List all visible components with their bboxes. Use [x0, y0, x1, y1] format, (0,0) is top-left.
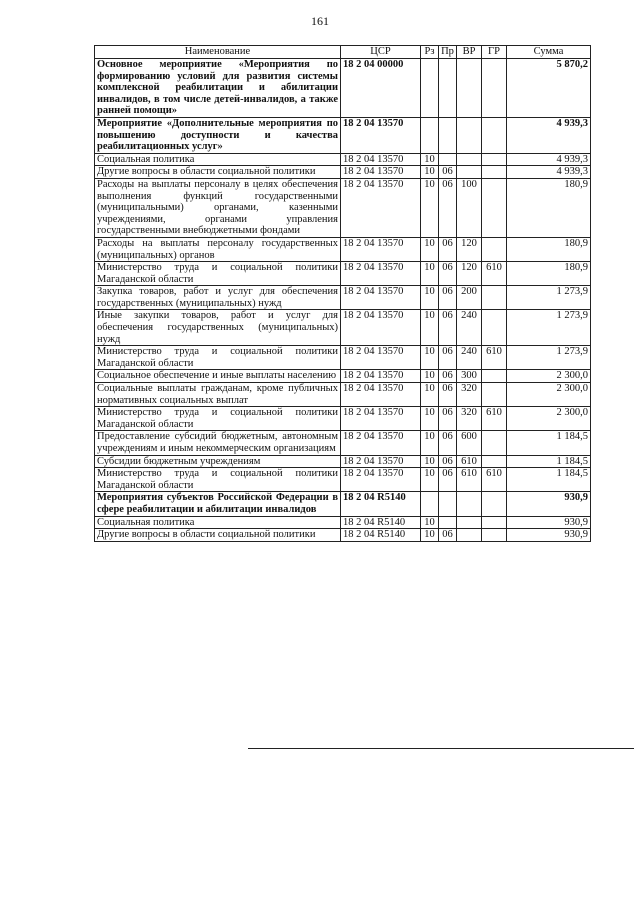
cell-gr — [482, 117, 507, 153]
cell-name: Социальная политика — [95, 153, 341, 166]
cell-name: Другие вопросы в области социальной политики — [95, 529, 341, 542]
cell-sum: 4 939,3 — [507, 153, 591, 166]
table-row — [95, 529, 591, 542]
header-csr: ЦСР — [341, 46, 421, 59]
cell-gr — [482, 153, 507, 166]
table-row — [95, 516, 591, 529]
cell-sum: 180,9 — [507, 178, 591, 237]
cell-rz: 10 — [421, 286, 439, 310]
page-number: 161 — [311, 14, 329, 28]
cell-vr: 120 — [457, 262, 482, 286]
cell-gr — [482, 383, 507, 407]
cell-name: Мероприятия субъектов Российской Федерации в сфере реабилитации и абилитации инвалидов — [95, 492, 341, 516]
cell-sum: 1 273,9 — [507, 346, 591, 370]
cell-name: Министерство труда и социальной политики Магаданской области — [95, 407, 341, 431]
table-row — [95, 117, 591, 153]
cell-name: Социальное обеспечение и иные выплаты населению — [95, 370, 341, 383]
cell-vr — [457, 492, 482, 516]
table-row — [95, 262, 591, 286]
cell-pr — [439, 59, 457, 118]
cell-rz: 10 — [421, 310, 439, 346]
cell-gr — [482, 431, 507, 455]
cell-vr — [457, 166, 482, 179]
cell-gr — [482, 178, 507, 237]
cell-name: Расходы на выплаты персоналу в целях обеспечения выполнения функций государственными (муниципальными) органами, казенными учреждениями, органами управления государственными внебюджетными фондами — [95, 178, 341, 237]
cell-vr: 240 — [457, 310, 482, 346]
cell-name: Иные закупки товаров, работ и услуг для обеспечения государственных (муниципальных) нужд — [95, 310, 341, 346]
cell-gr — [482, 516, 507, 529]
cell-sum: 4 939,3 — [507, 166, 591, 179]
cell-rz: 10 — [421, 407, 439, 431]
cell-rz: 10 — [421, 455, 439, 468]
cell-vr: 610 — [457, 468, 482, 492]
cell-rz: 10 — [421, 178, 439, 237]
cell-pr: 06 — [439, 237, 457, 261]
cell-pr: 06 — [439, 286, 457, 310]
cell-csr: 18 2 04 R5140 — [341, 516, 421, 529]
cell-sum: 4 939,3 — [507, 117, 591, 153]
table-row — [95, 455, 591, 468]
cell-csr: 18 2 04 13570 — [341, 407, 421, 431]
cell-sum: 2 300,0 — [507, 370, 591, 383]
cell-pr — [439, 516, 457, 529]
cell-csr: 18 2 04 13570 — [341, 166, 421, 179]
cell-pr: 06 — [439, 178, 457, 237]
cell-sum: 180,9 — [507, 262, 591, 286]
table-header-row — [95, 46, 591, 59]
cell-gr — [482, 59, 507, 118]
cell-pr: 06 — [439, 407, 457, 431]
table-row — [95, 431, 591, 455]
table-row — [95, 178, 591, 237]
cell-name: Основное мероприятие «Мероприятия по формированию условий для развития системы комплексной реабилитации и абилитации инвалидов, в том числе детей-инвалидов, а также ранней помощи» — [95, 59, 341, 118]
cell-vr: 100 — [457, 178, 482, 237]
header-rz: Рз — [421, 46, 439, 59]
table-row — [95, 370, 591, 383]
table-row — [95, 237, 591, 261]
cell-gr: 610 — [482, 468, 507, 492]
cell-rz — [421, 492, 439, 516]
cell-name: Расходы на выплаты персоналу государственных (муниципальных) органов — [95, 237, 341, 261]
cell-pr: 06 — [439, 468, 457, 492]
cell-gr — [482, 492, 507, 516]
cell-pr: 06 — [439, 166, 457, 179]
cell-csr: 18 2 04 13570 — [341, 468, 421, 492]
cell-vr: 610 — [457, 455, 482, 468]
cell-rz: 10 — [421, 166, 439, 179]
cell-csr: 18 2 04 13570 — [341, 178, 421, 237]
cell-pr: 06 — [439, 431, 457, 455]
table-row — [95, 59, 591, 118]
cell-vr — [457, 516, 482, 529]
cell-vr: 200 — [457, 286, 482, 310]
budget-table — [94, 45, 591, 542]
cell-name: Социальные выплаты гражданам, кроме публичных нормативных социальных выплат — [95, 383, 341, 407]
cell-csr: 18 2 04 13570 — [341, 310, 421, 346]
table-row — [95, 166, 591, 179]
cell-rz: 10 — [421, 262, 439, 286]
cell-rz: 10 — [421, 516, 439, 529]
cell-csr: 18 2 04 13570 — [341, 370, 421, 383]
cell-sum: 930,9 — [507, 492, 591, 516]
header-vr: ВР — [457, 46, 482, 59]
header-gr: ГР — [482, 46, 507, 59]
cell-sum: 180,9 — [507, 237, 591, 261]
cell-rz: 10 — [421, 346, 439, 370]
cell-pr: 06 — [439, 310, 457, 346]
cell-sum: 2 300,0 — [507, 407, 591, 431]
cell-csr: 18 2 04 13570 — [341, 237, 421, 261]
cell-rz: 10 — [421, 153, 439, 166]
cell-pr: 06 — [439, 455, 457, 468]
header-sum: Сумма — [507, 46, 591, 59]
cell-name: Предоставление субсидий бюджетным, автономным учреждениям и иным некоммерческим организациям — [95, 431, 341, 455]
cell-pr: 06 — [439, 262, 457, 286]
cell-name: Субсидии бюджетным учреждениям — [95, 455, 341, 468]
cell-sum: 930,9 — [507, 529, 591, 542]
cell-vr: 240 — [457, 346, 482, 370]
cell-name: Министерство труда и социальной политики Магаданской области — [95, 262, 341, 286]
cell-vr: 320 — [457, 383, 482, 407]
cell-vr — [457, 59, 482, 118]
footer-divider — [248, 748, 634, 749]
cell-rz: 10 — [421, 431, 439, 455]
cell-csr: 18 2 04 13570 — [341, 262, 421, 286]
cell-rz: 10 — [421, 529, 439, 542]
cell-name: Социальная политика — [95, 516, 341, 529]
cell-pr — [439, 153, 457, 166]
table-row — [95, 492, 591, 516]
cell-rz: 10 — [421, 237, 439, 261]
cell-pr: 06 — [439, 370, 457, 383]
cell-name: Закупка товаров, работ и услуг для обеспечения государственных (муниципальных) нужд — [95, 286, 341, 310]
cell-csr: 18 2 04 R5140 — [341, 529, 421, 542]
cell-csr: 18 2 04 13570 — [341, 346, 421, 370]
cell-sum: 930,9 — [507, 516, 591, 529]
cell-pr: 06 — [439, 346, 457, 370]
table-row — [95, 346, 591, 370]
cell-vr: 320 — [457, 407, 482, 431]
cell-vr: 300 — [457, 370, 482, 383]
table-row — [95, 407, 591, 431]
cell-pr — [439, 492, 457, 516]
cell-name: Другие вопросы в области социальной политики — [95, 166, 341, 179]
cell-name: Мероприятие «Дополнительные мероприятия по повышению доступности и качества реабилитационных услуг» — [95, 117, 341, 153]
cell-gr: 610 — [482, 262, 507, 286]
table-row — [95, 310, 591, 346]
cell-vr: 120 — [457, 237, 482, 261]
cell-vr — [457, 153, 482, 166]
cell-csr: 18 2 04 13570 — [341, 286, 421, 310]
cell-rz — [421, 59, 439, 118]
cell-gr — [482, 286, 507, 310]
cell-csr: 18 2 04 13570 — [341, 117, 421, 153]
cell-name: Министерство труда и социальной политики Магаданской области — [95, 468, 341, 492]
table-row — [95, 286, 591, 310]
cell-csr: 18 2 04 13570 — [341, 383, 421, 407]
cell-gr: 610 — [482, 346, 507, 370]
cell-sum: 5 870,2 — [507, 59, 591, 118]
table-row — [95, 468, 591, 492]
cell-rz: 10 — [421, 383, 439, 407]
table-row — [95, 153, 591, 166]
table-body — [95, 59, 591, 542]
table-row — [95, 383, 591, 407]
cell-name: Министерство труда и социальной политики Магаданской области — [95, 346, 341, 370]
cell-csr: 18 2 04 00000 — [341, 59, 421, 118]
cell-vr: 600 — [457, 431, 482, 455]
cell-gr — [482, 237, 507, 261]
cell-pr: 06 — [439, 529, 457, 542]
cell-sum: 2 300,0 — [507, 383, 591, 407]
cell-sum: 1 184,5 — [507, 431, 591, 455]
cell-rz — [421, 117, 439, 153]
cell-pr — [439, 117, 457, 153]
cell-gr — [482, 455, 507, 468]
cell-sum: 1 273,9 — [507, 286, 591, 310]
header-name: Наименование — [95, 46, 341, 59]
cell-sum: 1 184,5 — [507, 455, 591, 468]
cell-csr: 18 2 04 13570 — [341, 431, 421, 455]
cell-sum: 1 273,9 — [507, 310, 591, 346]
cell-sum: 1 184,5 — [507, 468, 591, 492]
cell-gr — [482, 529, 507, 542]
cell-gr: 610 — [482, 407, 507, 431]
cell-gr — [482, 310, 507, 346]
header-pr: Пр — [439, 46, 457, 59]
cell-pr: 06 — [439, 383, 457, 407]
cell-gr — [482, 166, 507, 179]
cell-rz: 10 — [421, 370, 439, 383]
cell-csr: 18 2 04 R5140 — [341, 492, 421, 516]
cell-gr — [482, 370, 507, 383]
cell-csr: 18 2 04 13570 — [341, 455, 421, 468]
cell-vr — [457, 529, 482, 542]
cell-rz: 10 — [421, 468, 439, 492]
cell-csr: 18 2 04 13570 — [341, 153, 421, 166]
cell-vr — [457, 117, 482, 153]
